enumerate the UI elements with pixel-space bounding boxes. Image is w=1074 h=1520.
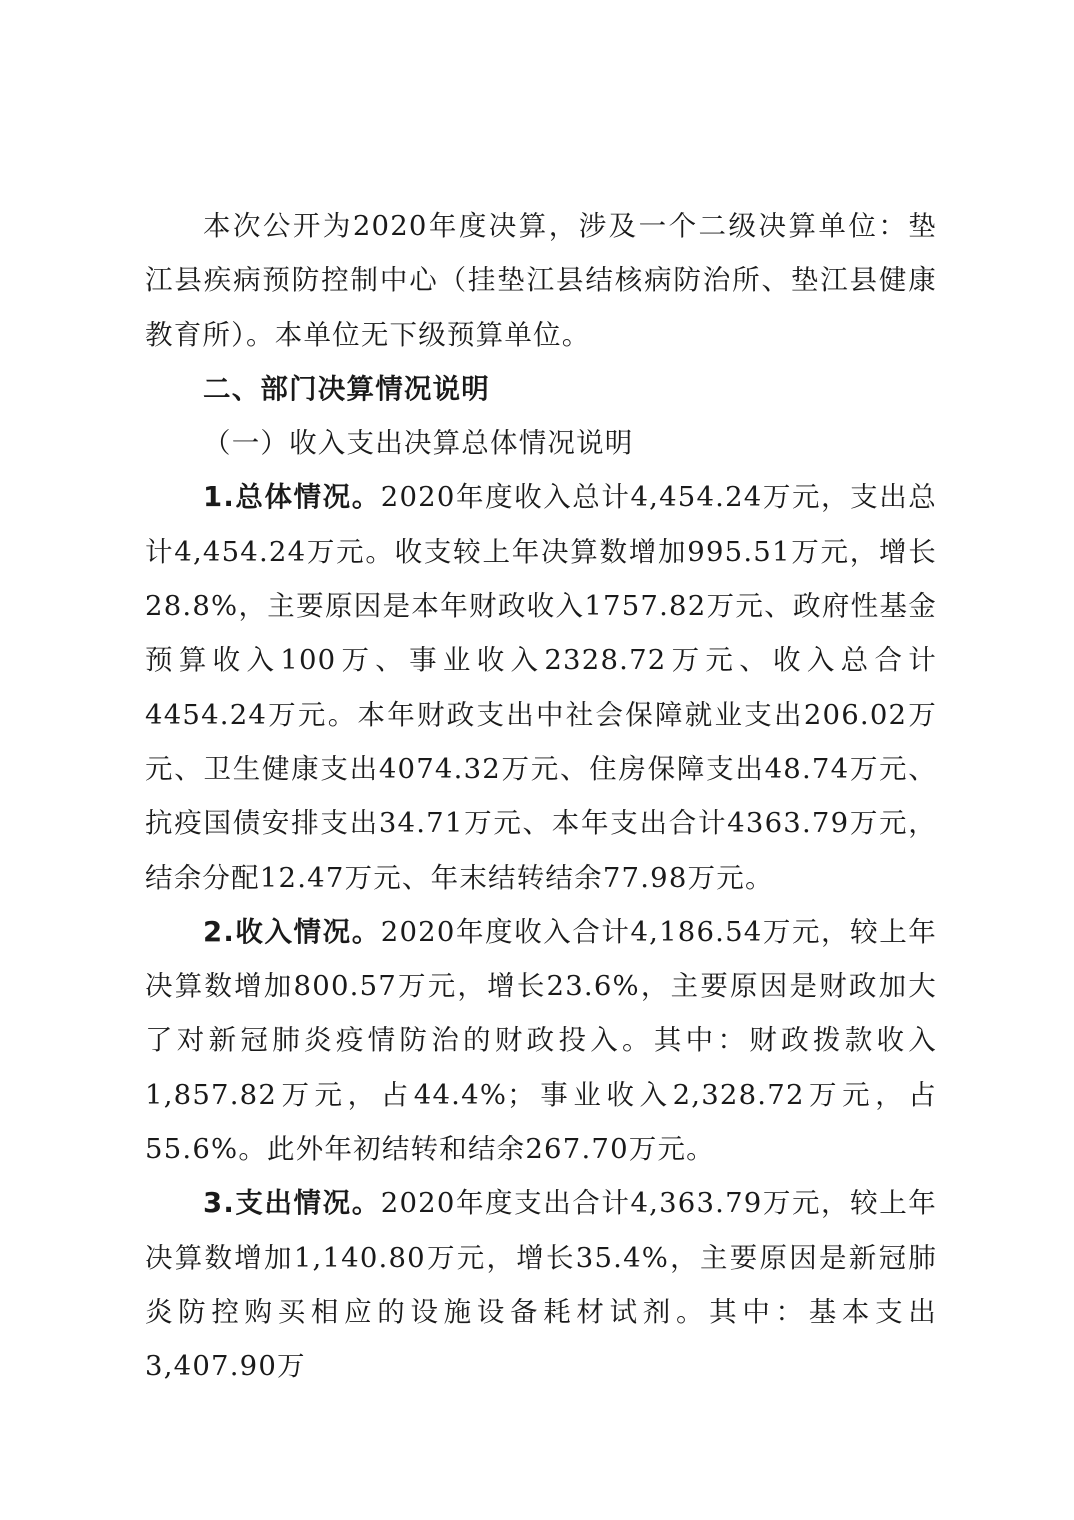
overall-paragraph	[145, 470, 937, 904]
income-lead: 2.收入情况。	[203, 915, 381, 948]
expense-lead: 3.支出情况。	[203, 1187, 381, 1220]
section-heading: 二、部门决算情况说明	[203, 372, 490, 405]
expense-paragraph	[145, 1176, 937, 1393]
overall-text: 2020年度收入总计4,454.24万元，支出总计4,454.24万元。收支较上年决算数增加995.51万元，增长28.8%，主要原因是本年财政收入1757.82万元、政府性基金预算收入100万、事业收入2328.72万元、收入总合计4454.24万元。本年财政支出中社会保障就业支出206.02万元、卫生健康支出4074.32万元、住房保障支出48.74万元、抗疫国债安排支出34.71万元、本年支出合计4363.79万元，结余分配12.47万元、年末结转结余77.98万元。	[145, 481, 937, 894]
income-paragraph	[145, 905, 937, 1176]
expense-text: 2020年度支出合计4,363.79万元，较上年决算数增加1,140.80万元，增长35.4%，主要原因是新冠肺炎防控购买相应的设施设备耗材试剂。其中：基本支出3,407.90万	[145, 1187, 937, 1383]
subsection-heading: （一）收入支出决算总体情况说明	[203, 427, 634, 460]
income-text: 2020年度收入合计4,186.54万元，较上年决算数增加800.57万元，增长23.6%，主要原因是财政加大了对新冠肺炎疫情防治的财政投入。其中：财政拨款收入1,857.82万元，占44.4%；事业收入2,328.72万元，占55.6%。此外年初结转和结余267.70万元。	[145, 915, 937, 1166]
intro-paragraph: 本次公开为2020年度决算，涉及一个二级决算单位：垫江县疾病预防控制中心（挂垫江县结核病防治所、垫江县健康教育所）。本单位无下级预算单位。	[145, 210, 937, 351]
overall-lead: 1.总体情况。	[203, 481, 381, 514]
document-body	[145, 199, 937, 1394]
